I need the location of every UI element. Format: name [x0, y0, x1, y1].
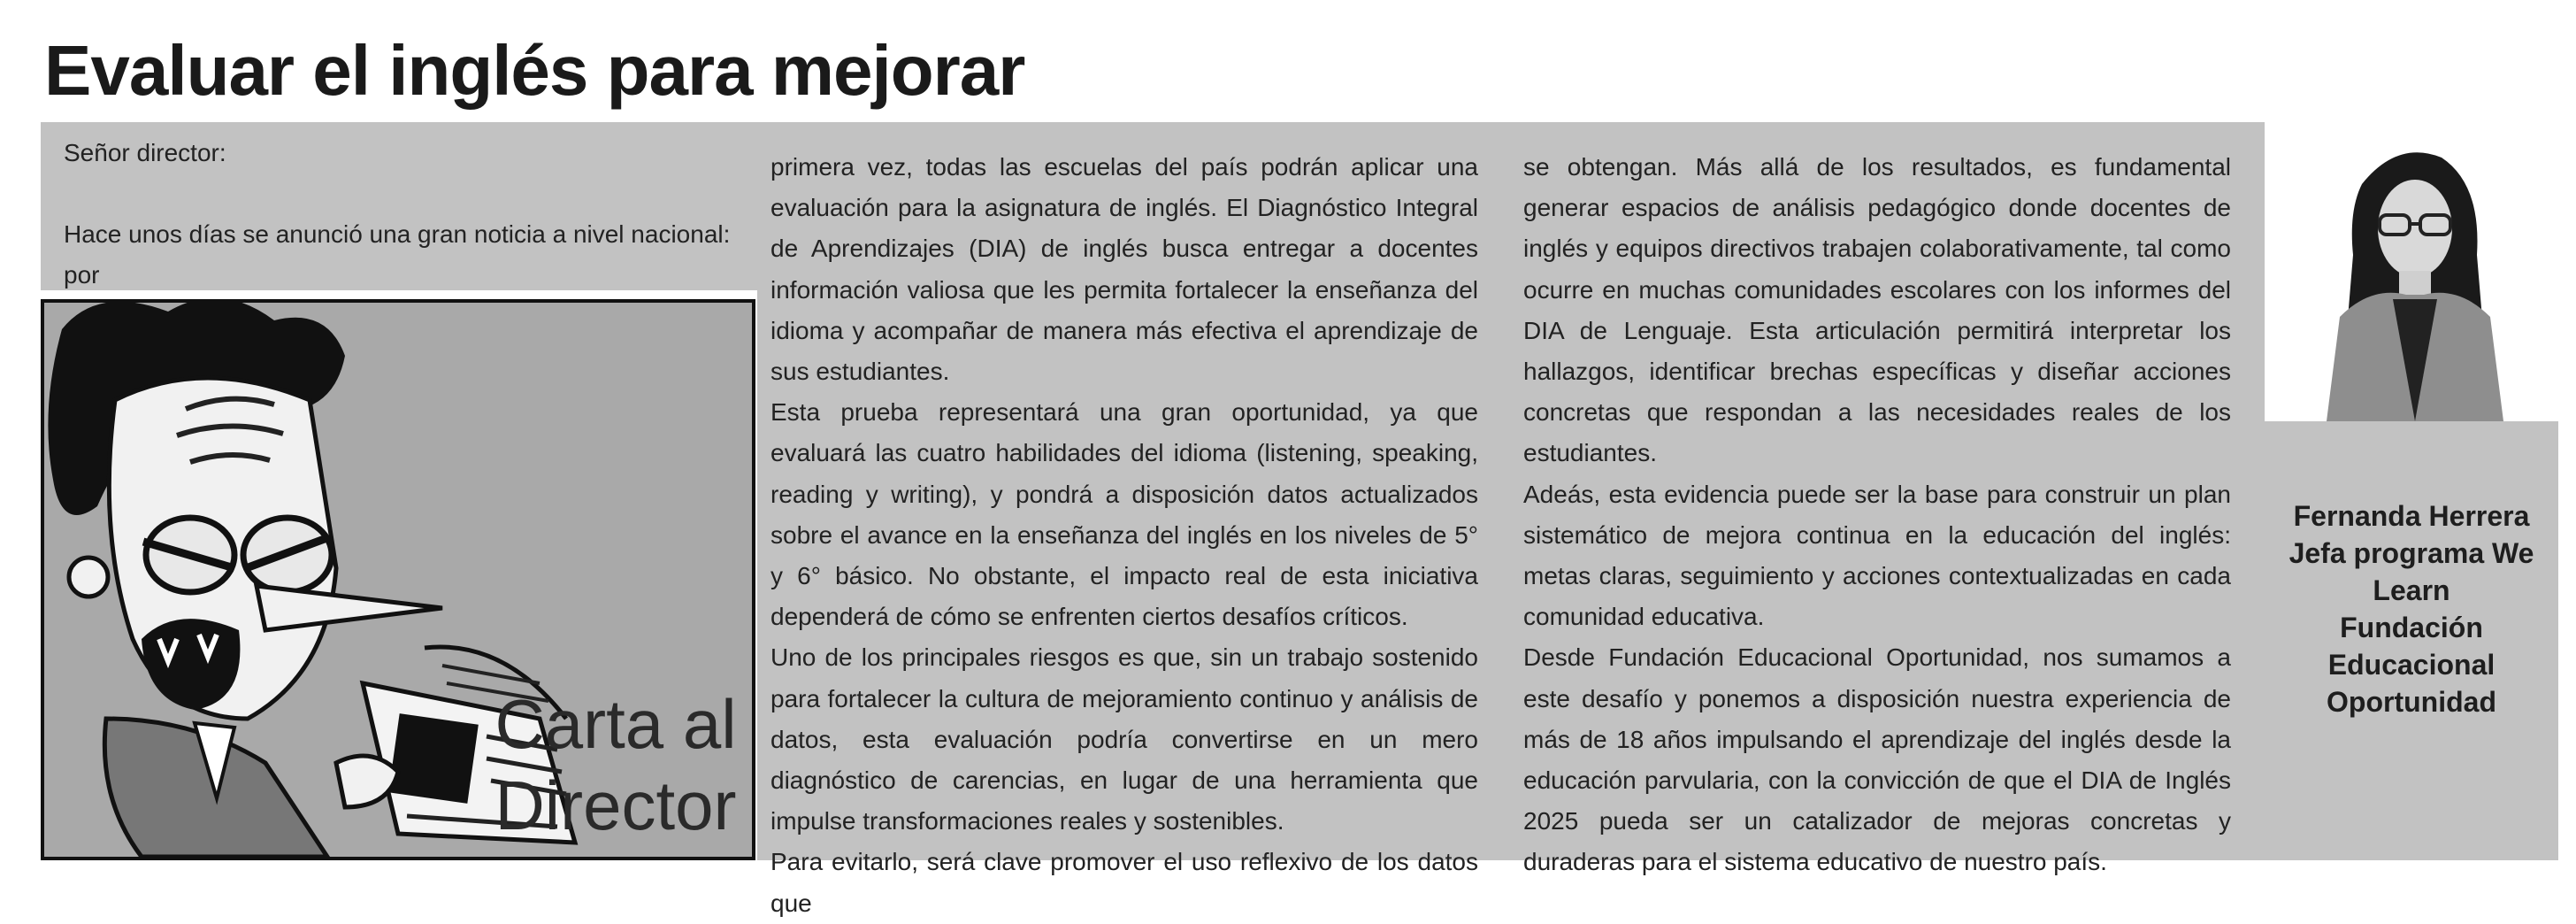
- paragraph: Esta prueba representará una gran oportunidad, ya que evaluará las cuatro habilidades del idioma (listening, speaking, reading y writing), y pondrá a disposición datos actualizados sobre el avance en la enseñanza del inglés en los niveles de 5° y 6° básico. No obstante, el impacto real de esta iniciativa dependerá de cómo se enfrenten ciertos desafíos críticos.: [770, 398, 1478, 631]
- letter-intro: [64, 133, 745, 296]
- cartoon-title: [465, 683, 766, 846]
- letter-column-2: [770, 147, 1478, 924]
- author-role-cont: Learn: [2373, 574, 2450, 606]
- paragraph: primera vez, todas las escuelas del país podrán aplicar una evaluación para la asignatura de inglés. El Diagnóstico Integral de Aprendizajes (DIA) de inglés busca entregar a docentes información valiosa que les permita fortalecer la enseñanza del idioma y acompañar de manera más efectiva el aprendizaje de sus estudiantes.: [770, 153, 1478, 386]
- cartoon-illustration: [41, 299, 755, 860]
- cartoon-title-line-2: Director: [494, 766, 737, 844]
- author-org: Fundación: [2340, 612, 2483, 643]
- author-portrait-icon: [2265, 122, 2558, 421]
- intro-paragraph: Hace unos días se anunció una gran noticia a nivel nacional: por: [64, 220, 731, 289]
- author-photo: [2265, 122, 2558, 421]
- paragraph: se obtengan. Más allá de los resultados, es fundamental generar espacios de análisis pedagógico donde docentes de inglés y equipos directivos trabajen colaborativamente, tal como ocurre en muchas comunidades escolares con los informes del DIA de Lenguaje. Esta articulación permitirá interpretar los hallazgos, identificar brechas específicas y diseñar acciones concretas que respondan a las necesidades reales de los estudiantes.: [1523, 153, 2231, 467]
- salutation: Señor director:: [64, 139, 226, 166]
- paragraph: Uno de los principales riesgos es que, sin un trabajo sostenido para fortalecer la cultura de mejoramiento continuo y análisis de datos, esta evaluación podría convertirse en un mero diagnóstico de carencias, en lugar de una herramienta que impulse transformaciones reales y sostenibles.: [770, 643, 1478, 835]
- cartoon-title-line-1: Carta al: [494, 685, 737, 763]
- author-org: Oportunidad: [2327, 686, 2496, 718]
- author-name: Fernanda Herrera: [2293, 500, 2530, 532]
- author-role: Jefa programa We: [2288, 537, 2534, 569]
- paragraph: Desde Fundación Educacional Oportunidad, nos sumamos a este desafío y ponemos a disposición nuestra experiencia de más de 18 años impulsando el aprendizaje del inglés desde la educación parvularia, con la convicción de que el DIA de Inglés 2025 pueda ser un catalizador de mejoras concretas y duraderas para el sistema educativo de nuestro país.: [1523, 643, 2231, 876]
- letter-column-3: [1523, 147, 2231, 883]
- paragraph: Para evitarlo, será clave promover el uso reflexivo de los datos que: [770, 848, 1478, 917]
- author-signature: [2265, 497, 2558, 720]
- article-headline: Evaluar el inglés para mejorar: [44, 31, 1025, 110]
- author-org: Educacional: [2327, 649, 2496, 681]
- paragraph: Adeás, esta evidencia puede ser la base para construir un plan sistemático de mejora continua en la educación del inglés: metas claras, seguimiento y acciones contextualizadas en cada comunidad educativa.: [1523, 480, 2231, 631]
